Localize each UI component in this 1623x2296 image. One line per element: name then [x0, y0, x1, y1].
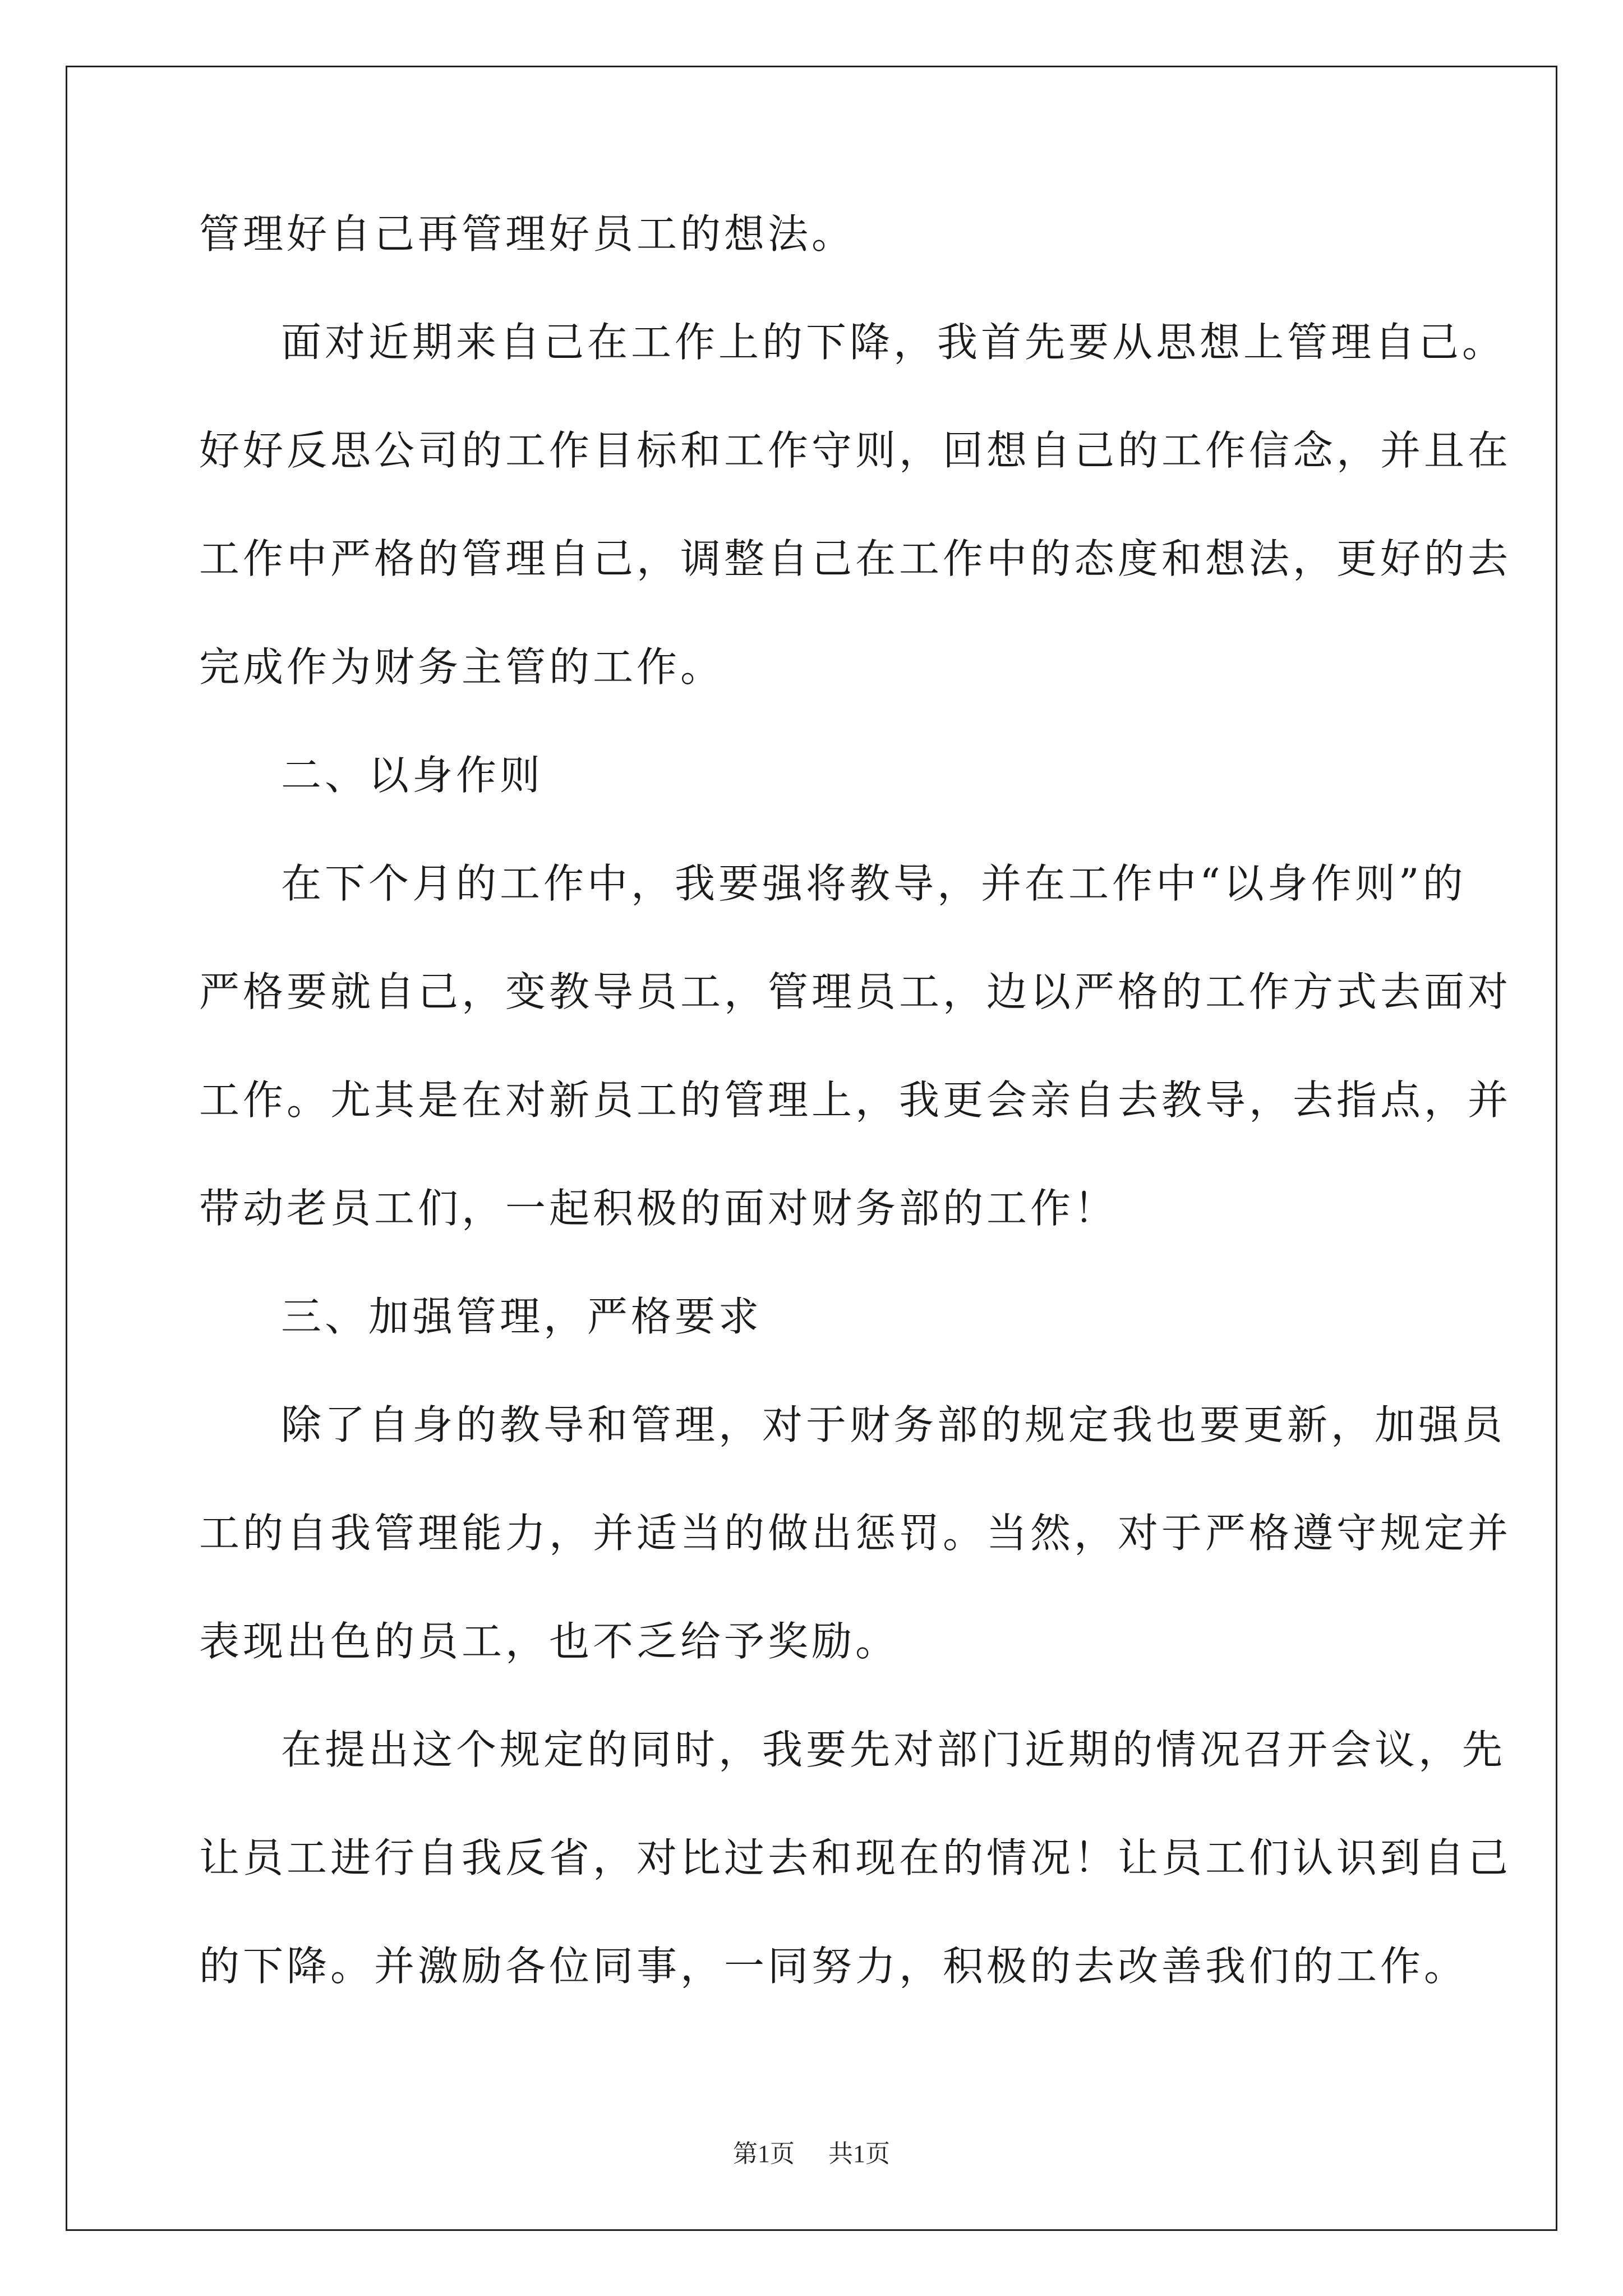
text-line: 工作中严格的管理自己，调整自己在工作中的态度和想法，更好的去 — [199, 535, 1512, 582]
text-line: 的下降。并激励各位同事，一同努力，积极的去改善我们的工作。 — [199, 1943, 1468, 1990]
page-border — [66, 66, 1557, 2231]
text-line: 完成作为财务主管的工作。 — [199, 643, 725, 691]
text-line: 带动老员工们，一起积极的面对财务部的工作！ — [199, 1185, 1118, 1232]
text-line: 工的自我管理能力，并适当的做出惩罚。当然，对于严格遵守规定并 — [199, 1510, 1512, 1557]
text-line: 管理好自己再管理好员工的想法。 — [199, 210, 856, 257]
section-heading: 二、以身作则 — [281, 752, 544, 799]
text-line: 让员工进行自我反省，对比过去和现在的情况！让员工们认识到自己 — [199, 1834, 1512, 1881]
page-footer — [0, 2137, 1623, 2171]
text-line: 好好反思公司的工作目标和工作守则，回想自己的工作信念，并且在 — [199, 427, 1512, 474]
text-line: 除了自身的教导和管理，对于财务部的规定我也要更新，加强员 — [281, 1401, 1506, 1448]
text-line: 在下个月的工作中，我要强将教导，并在工作中“以身作则”的 — [281, 860, 1467, 907]
text-line: 面对近期来自己在工作上的下降，我首先要从思想上管理自己。 — [281, 319, 1506, 366]
page-count: 共1页 — [828, 2140, 890, 2168]
text-line: 工作。尤其是在对新员工的管理上，我更会亲自去教导，去指点，并 — [199, 1076, 1512, 1124]
page-number: 第1页 — [733, 2140, 795, 2168]
text-line: 表现出色的员工，也不乏给予奖励。 — [199, 1618, 900, 1665]
text-line: 在提出这个规定的同时，我要先对部门近期的情况召开会议，先 — [281, 1726, 1506, 1773]
section-heading: 三、加强管理，严格要求 — [281, 1293, 763, 1340]
text-line: 严格要就自己，变教导员工，管理员工，边以严格的工作方式去面对 — [199, 968, 1512, 1015]
